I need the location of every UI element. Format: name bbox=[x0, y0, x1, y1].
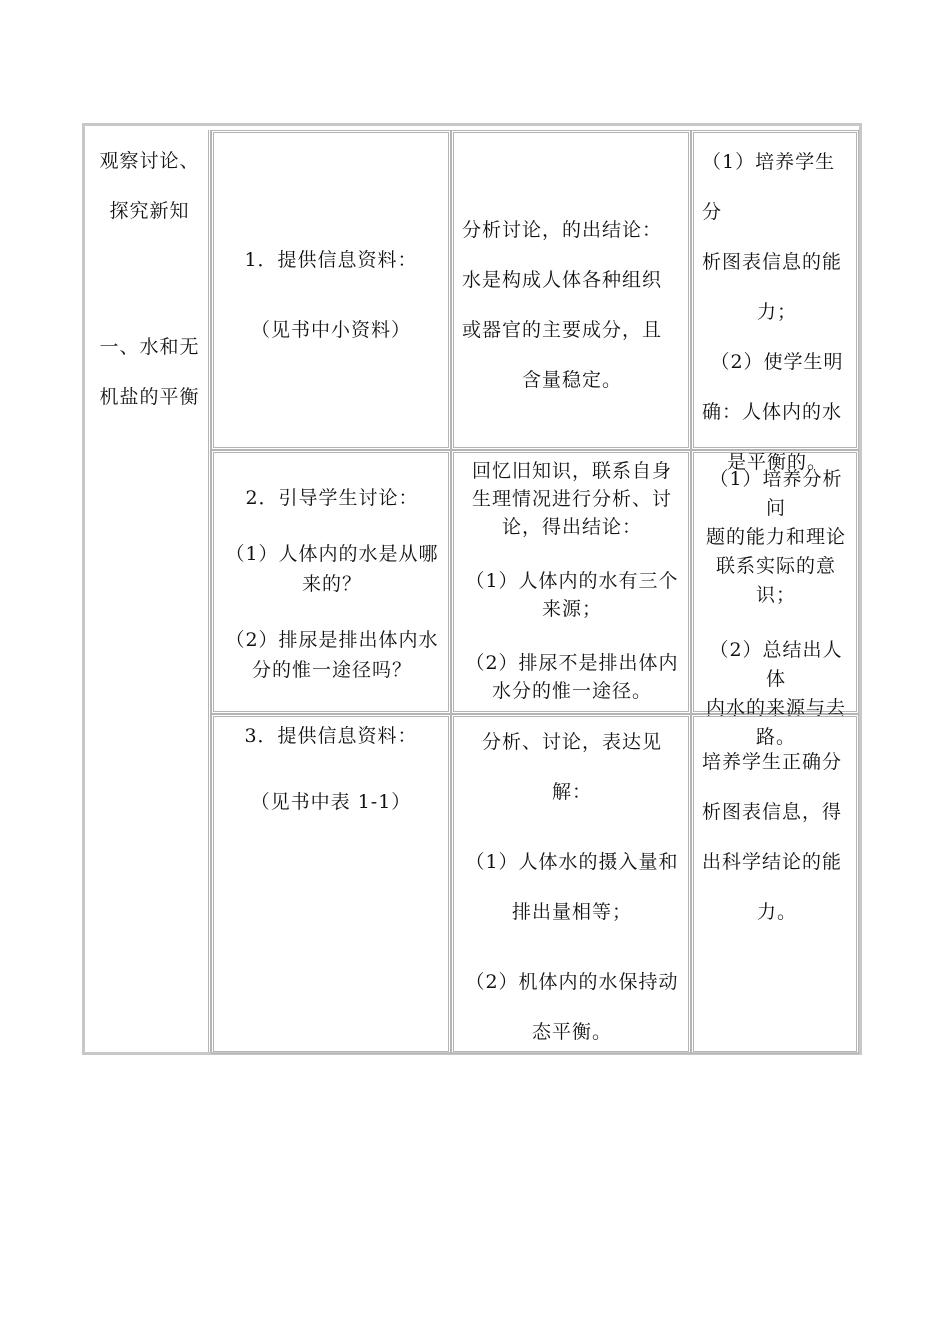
conclusion-text: 水分的惟一途径。 bbox=[491, 680, 652, 702]
activity-note: （见书中小资料） bbox=[250, 319, 411, 341]
purpose-text: 确：人体内的水 bbox=[702, 401, 843, 423]
purpose-text: 析图表信息，得 bbox=[702, 801, 843, 823]
stage-line: 观察讨论、 bbox=[99, 150, 200, 172]
row2-teacher-activity bbox=[211, 450, 451, 714]
row3-teacher-activity bbox=[211, 714, 451, 1054]
activity-note: （见书中表 1-1） bbox=[250, 791, 412, 813]
conclusion-text: （2）机体内的水保持动 bbox=[465, 971, 679, 993]
purpose-text: 出科学结论的能 bbox=[702, 851, 843, 873]
purpose-text: 路。 bbox=[755, 726, 796, 748]
section-heading-line: 一、水和无 bbox=[99, 336, 200, 358]
question-text: （2）排尿是排出体内水 bbox=[225, 629, 439, 651]
activity-title: 1．提供信息资料： bbox=[244, 249, 418, 271]
stage-line: 探究新知 bbox=[109, 200, 190, 222]
purpose-text: 是平衡的。 bbox=[726, 451, 827, 473]
purpose-text: （1）培养分析问 bbox=[709, 468, 843, 519]
student-text: 分析、讨论，表达见 bbox=[481, 731, 662, 753]
purpose-text: 识； bbox=[755, 584, 796, 606]
purpose-text: 析图表信息的能 bbox=[702, 251, 843, 273]
student-text: 含量稳定。 bbox=[521, 369, 622, 391]
question-text: （1）人体内的水是从哪 bbox=[225, 543, 439, 565]
purpose-text: 力。 bbox=[756, 901, 797, 923]
purpose-text: （2）总结出人体 bbox=[709, 639, 843, 690]
student-text: 解： bbox=[551, 781, 592, 803]
purpose-text: 联系实际的意 bbox=[715, 555, 836, 577]
row2-student-activity bbox=[451, 450, 691, 714]
question-text: 分的惟一途径吗？ bbox=[251, 659, 412, 681]
question-text: 来的？ bbox=[301, 573, 362, 595]
student-text: 水是构成人体各种组织 bbox=[462, 269, 663, 291]
conclusion-text: 态平衡。 bbox=[531, 1021, 612, 1043]
lesson-plan-table bbox=[82, 123, 862, 1055]
student-text: 分析讨论，的出结论： bbox=[462, 219, 663, 241]
conclusion-text: （1）人体水的摄入量和 bbox=[465, 851, 679, 873]
row2-purpose bbox=[691, 450, 859, 748]
student-text: 生理情况进行分析、讨 bbox=[471, 488, 672, 510]
purpose-text: （2）使学生明 bbox=[710, 351, 844, 373]
section-heading-line: 机盐的平衡 bbox=[99, 386, 200, 408]
row3-student-activity bbox=[451, 714, 691, 1054]
purpose-text: （1）培养学生分 bbox=[702, 151, 836, 223]
purpose-text: 内水的来源与去 bbox=[705, 697, 846, 719]
conclusion-text: （2）排尿不是排出体内 bbox=[465, 652, 679, 674]
stage-cell bbox=[89, 130, 211, 1052]
conclusion-text: 排出量相等； bbox=[511, 901, 632, 923]
student-text: 或器官的主要成分，且 bbox=[462, 319, 663, 341]
row3-purpose bbox=[691, 714, 859, 1054]
row1-teacher-activity bbox=[211, 130, 451, 450]
student-text: 论，得出结论： bbox=[501, 516, 642, 538]
purpose-text: 培养学生正确分 bbox=[702, 751, 843, 773]
student-text: 回忆旧知识，联系自身 bbox=[471, 460, 672, 482]
activity-title: 3．提供信息资料： bbox=[244, 725, 418, 747]
purpose-text: 题的能力和理论 bbox=[705, 526, 846, 548]
conclusion-text: 来源； bbox=[541, 598, 602, 620]
activity-title: 2．引导学生讨论： bbox=[245, 487, 419, 509]
conclusion-text: （1）人体内的水有三个 bbox=[465, 570, 679, 592]
purpose-text: 力； bbox=[756, 301, 797, 323]
row1-purpose bbox=[691, 130, 859, 473]
row1-student-activity bbox=[451, 130, 691, 450]
